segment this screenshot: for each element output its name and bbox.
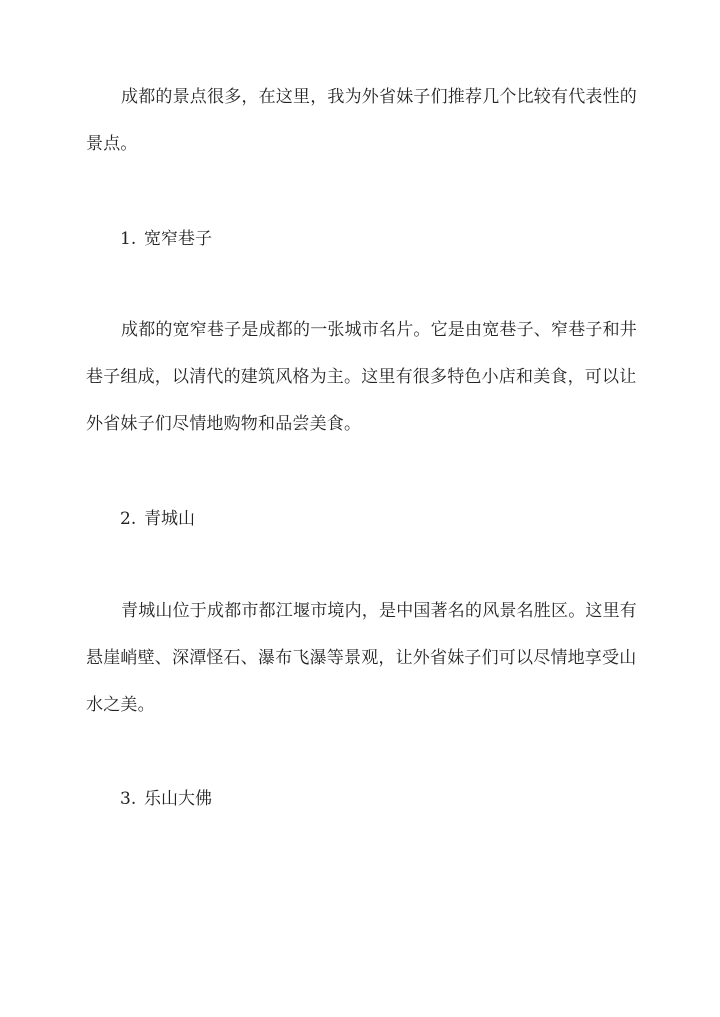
section-heading-3 [120,787,212,811]
section-title: 青城山 [144,509,195,529]
section-number: 1. [120,229,137,249]
section-body-2: 青城山位于成都市都江堰市境内，是中国著名的风景名胜区。这里有悬崖峭壁、深潭怪石、瀑布飞瀑等景观，让外省妹子们可以尽情地享受山水之美。 [86,601,637,715]
section-heading-2 [120,507,195,531]
section-number: 3. [120,789,137,809]
section-title: 乐山大佛 [144,789,212,809]
section-heading-1 [120,227,212,251]
section-body-1: 成都的宽窄巷子是成都的一张城市名片。它是由宽巷子、窄巷子和井巷子组成，以清代的建筑风格为主。这里有很多特色小店和美食，可以让外省妹子们尽情地购物和品尝美食。 [86,320,637,434]
section-title: 宽窄巷子 [144,229,212,249]
intro-paragraph: 成都的景点很多，在这里，我为外省妹子们推荐几个比较有代表性的景点。 [86,87,637,154]
section-number: 2. [120,509,137,529]
